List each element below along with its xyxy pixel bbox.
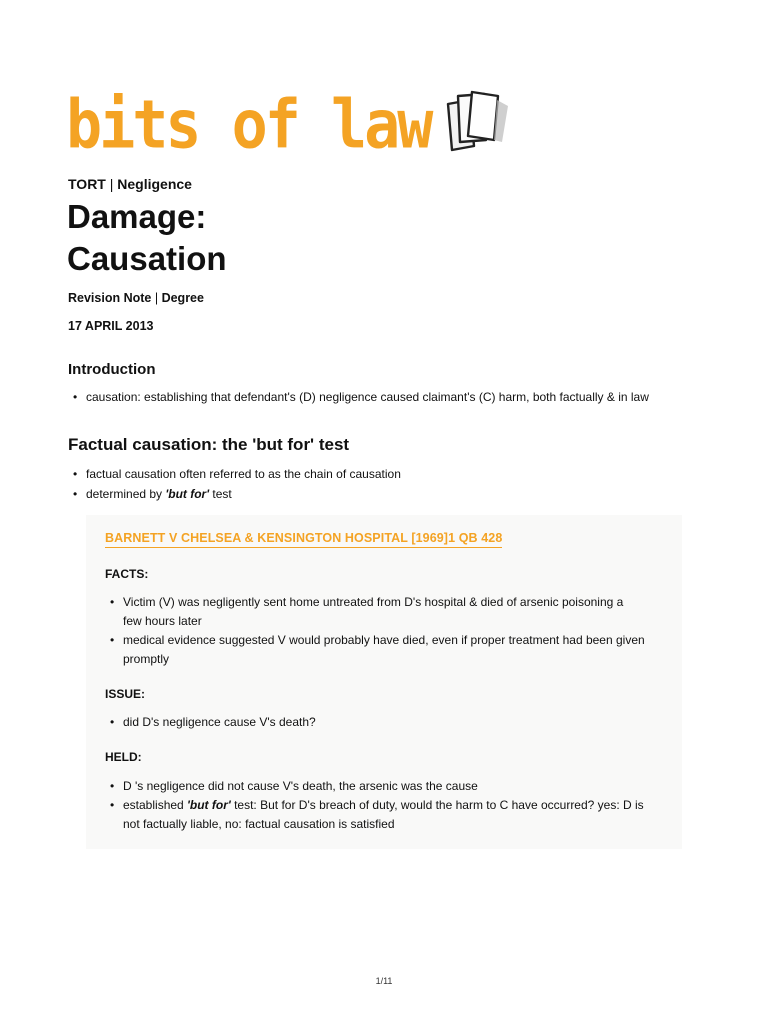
note-type: Revision Note	[68, 291, 152, 305]
factual-causation-list	[68, 464, 688, 504]
held-label: HELD:	[105, 750, 142, 764]
facts-label: FACTS:	[105, 567, 149, 581]
cards-icon	[442, 88, 520, 159]
title-line-1: Damage:	[67, 198, 207, 235]
text: determined by	[86, 487, 166, 501]
separator: |	[154, 291, 162, 305]
issue-list	[105, 713, 645, 732]
emphasis: 'but for'	[187, 798, 231, 812]
list-item: • factual causation often referred to as the chain of causation	[68, 464, 688, 484]
held-list	[105, 777, 645, 834]
list-item: • D 's negligence did not cause V's death, the arsenic was the cause	[105, 777, 645, 796]
list-item: • medical evidence suggested V would probably have died, even if proper treatment had been given promptly	[105, 631, 645, 669]
subject-label: TORT	[68, 176, 106, 192]
emphasis: 'but for'	[165, 487, 210, 501]
text: test	[209, 487, 232, 501]
text: test: But for D's breach of duty, would the harm to C have occurred? yes: D is not factually liable, no: factual causation is satisfied	[123, 798, 644, 831]
logo	[66, 86, 520, 164]
subject-breadcrumb	[68, 176, 192, 192]
list-item: • causation: establishing that defendant's (D) negligence caused claimant's (C) harm, both factually & in law	[68, 387, 688, 407]
topic-label: Negligence	[117, 176, 192, 192]
list-item: • did D's negligence cause V's death?	[105, 713, 645, 732]
introduction-heading: Introduction	[68, 361, 156, 378]
note-date: 17 APRIL 2013	[68, 319, 154, 333]
title-line-2: Causation	[67, 240, 227, 277]
text: established	[123, 798, 188, 812]
introduction-list	[68, 387, 688, 407]
list-item: • Victim (V) was negligently sent home untreated from D's hospital & died of arsenic poisoning a few hours later	[105, 593, 645, 631]
factual-causation-heading: Factual causation: the 'but for' test	[68, 435, 350, 454]
note-level: Degree	[161, 291, 204, 305]
list-item	[68, 484, 688, 504]
page-title	[67, 196, 227, 280]
issue-label: ISSUE:	[105, 687, 146, 701]
page-number: 1/11	[375, 976, 393, 986]
case-box	[86, 515, 682, 849]
note-meta	[68, 291, 204, 305]
facts-list	[105, 593, 645, 669]
case-title-link[interactable]: BARNETT V CHELSEA & KENSINGTON HOSPITAL [1969]1 QB 428	[105, 531, 502, 548]
logo-text: bits of law	[66, 85, 431, 165]
list-item	[105, 796, 645, 834]
separator: |	[109, 176, 118, 192]
